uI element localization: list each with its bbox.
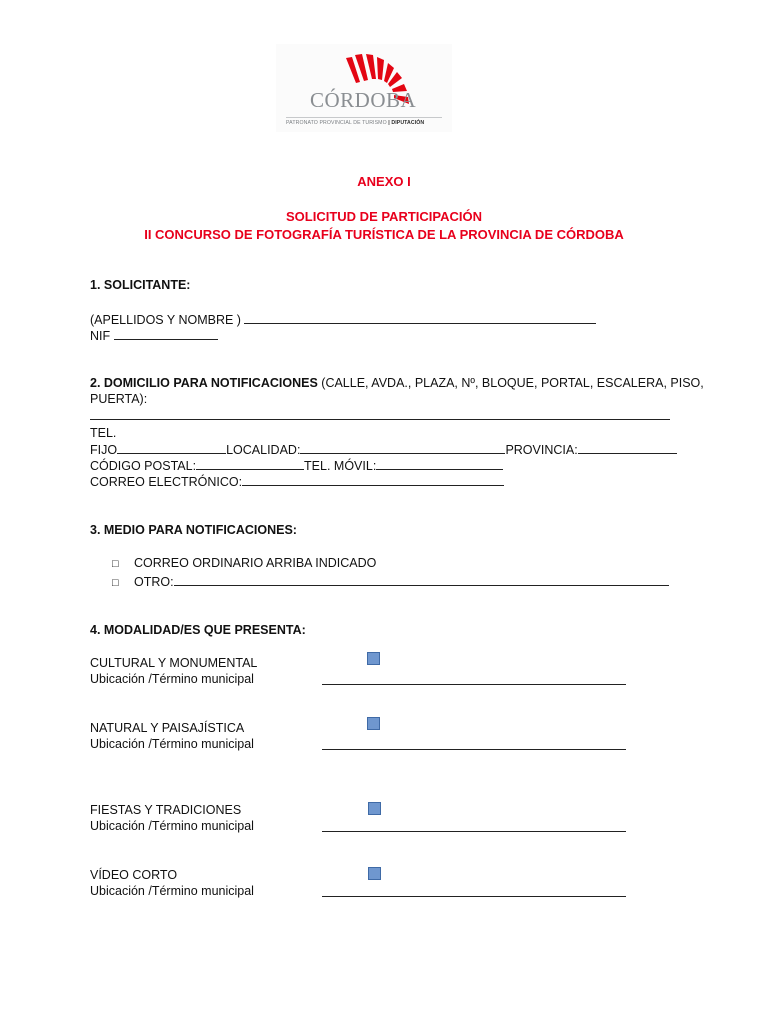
location-label: Ubicación /Término municipal xyxy=(90,737,254,751)
tel-label: TEL. xyxy=(90,426,117,440)
applicant-name-row xyxy=(90,311,596,328)
fijo-localidad-provincia-row xyxy=(90,441,677,458)
email-label: CORREO ELECTRÓNICO: xyxy=(90,475,243,489)
applicant-name-field[interactable] xyxy=(244,311,596,324)
fijo-field[interactable] xyxy=(117,441,226,454)
section2-heading-rest: (CALLE, AVDA., PLAZA, Nº, BLOQUE, PORTAL, ESCALERA, PISO, xyxy=(321,376,704,390)
nif-row xyxy=(90,327,218,344)
modality-label: VÍDEO CORTO xyxy=(90,868,178,882)
section2-heading xyxy=(90,375,704,391)
cordoba-logo xyxy=(276,44,452,132)
logo-subtitle xyxy=(286,120,424,127)
address-field[interactable] xyxy=(90,406,670,420)
modality-label: CULTURAL Y MONUMENTAL xyxy=(90,656,258,670)
section4-heading: 4. MODALIDAD/ES QUE PRESENTA: xyxy=(90,623,306,637)
option-ordinary-mail-label: CORREO ORDINARIO ARRIBA INDICADO xyxy=(134,556,377,570)
fijo-label: FIJO xyxy=(90,443,118,457)
location-label: Ubicación /Término municipal xyxy=(90,672,254,686)
cp-field[interactable] xyxy=(196,457,304,470)
email-field[interactable] xyxy=(242,473,504,486)
modality-checkbox[interactable] xyxy=(367,652,380,665)
provincia-field[interactable] xyxy=(578,441,677,454)
option-ordinary-mail[interactable] xyxy=(112,555,376,572)
movil-field[interactable] xyxy=(376,457,503,470)
applicant-name-label: (APELLIDOS Y NOMBRE ) xyxy=(90,313,241,327)
location-label: Ubicación /Término municipal xyxy=(90,819,254,833)
location-field[interactable] xyxy=(322,818,626,832)
localidad-field[interactable] xyxy=(300,441,505,454)
checkbox-icon[interactable]: □ xyxy=(112,577,119,589)
location-label: Ubicación /Término municipal xyxy=(90,884,254,898)
option-other-label: OTRO: xyxy=(134,575,174,589)
logo-subtitle-left: PATRONATO PROVINCIAL DE TURISMO xyxy=(286,120,387,126)
option-other[interactable] xyxy=(112,573,669,591)
location-field[interactable] xyxy=(322,883,626,897)
localidad-label: LOCALIDAD: xyxy=(226,443,301,457)
logo-subtitle-sep: | xyxy=(388,120,390,126)
section3-heading: 3. MEDIO PARA NOTIFICACIONES: xyxy=(90,523,297,537)
modality-checkbox[interactable] xyxy=(367,717,380,730)
movil-label: TEL. MÓVIL: xyxy=(304,459,377,473)
logo-subtitle-right: DIPUTACIÓN xyxy=(391,120,425,126)
location-field[interactable] xyxy=(322,671,626,685)
logo-wordmark: CÓRDOBA xyxy=(310,88,417,112)
logo-divider xyxy=(286,117,442,118)
modality-checkbox[interactable] xyxy=(368,867,381,880)
modality-label: FIESTAS Y TRADICIONES xyxy=(90,803,242,817)
modality-checkbox[interactable] xyxy=(368,802,381,815)
option-other-field[interactable] xyxy=(174,573,669,586)
location-field[interactable] xyxy=(322,736,626,750)
email-row xyxy=(90,473,504,490)
provincia-label: PROVINCIA: xyxy=(505,443,578,457)
form-title-line2: II CONCURSO DE FOTOGRAFÍA TURÍSTICA DE LA PROVINCIA DE CÓRDOBA xyxy=(144,227,624,242)
cp-movil-row xyxy=(90,457,503,474)
form-title-line1: SOLICITUD DE PARTICIPACIÓN xyxy=(286,209,482,224)
modality-label: NATURAL Y PAISAJÍSTICA xyxy=(90,721,245,735)
annex-title: ANEXO I xyxy=(357,174,411,189)
checkbox-icon[interactable]: □ xyxy=(112,558,119,570)
cp-label: CÓDIGO POSTAL: xyxy=(90,459,197,473)
nif-label: NIF xyxy=(90,329,111,343)
section1-heading: 1. SOLICITANTE: xyxy=(90,278,191,292)
section2-heading-bold: 2. DOMICILIO PARA NOTIFICACIONES xyxy=(90,376,318,390)
section2-heading-cont: PUERTA): xyxy=(90,392,148,406)
nif-field[interactable] xyxy=(114,327,218,340)
